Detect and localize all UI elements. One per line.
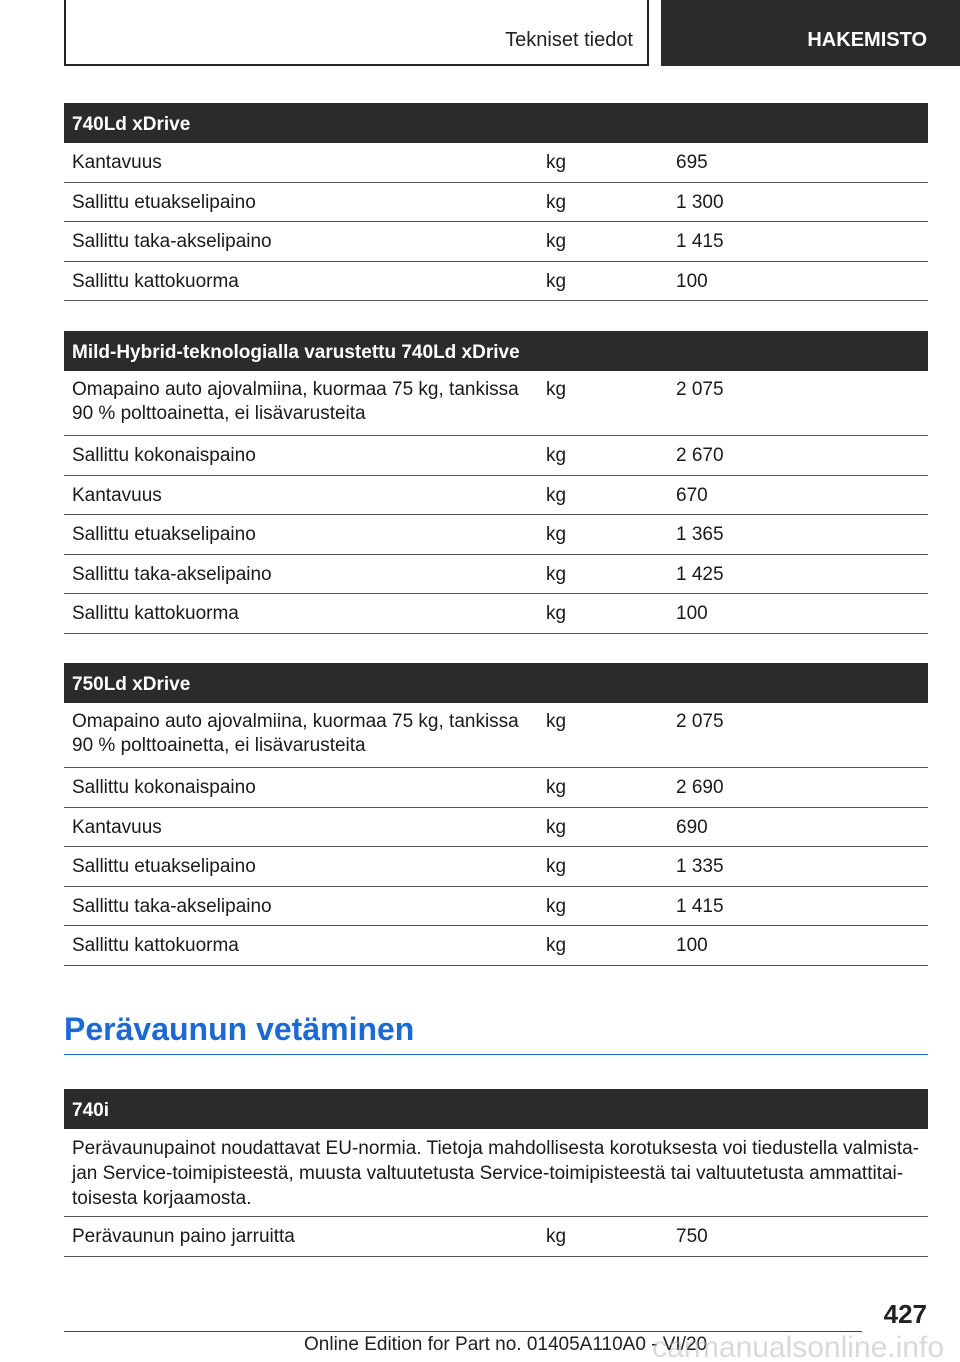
row-unit: kg	[546, 524, 567, 545]
row-unit: kg	[546, 711, 567, 732]
table-row	[64, 1217, 928, 1257]
row-label: Sallittu kattokuorma	[72, 935, 239, 956]
table-header: 750Ld xDrive	[64, 663, 928, 703]
row-label: Omapaino auto ajovalmiina, kuormaa 75 kg, tankissa 90 % polttoainetta, ei lisävarusteita	[72, 711, 519, 756]
section-title: Perävaunun vetäminen	[64, 1011, 928, 1055]
row-unit: kg	[546, 231, 567, 252]
table-row	[64, 808, 928, 848]
table-row	[64, 926, 928, 966]
row-label: Sallittu kokonaispaino	[72, 777, 256, 798]
tab-hakemisto-label: HAKEMISTO	[807, 29, 927, 51]
row-value: 1 425	[676, 563, 724, 585]
row-unit: kg	[546, 935, 567, 956]
row-unit: kg	[546, 445, 567, 466]
spec-table-750ld	[64, 663, 928, 966]
row-unit: kg	[546, 563, 567, 585]
row-unit: kg	[546, 152, 567, 173]
spec-table-mild-hybrid-740ld	[64, 331, 928, 634]
row-label: Sallittu etuakselipaino	[72, 856, 256, 877]
table-row	[64, 768, 928, 808]
table-header: Mild-Hybrid-teknologialla varustettu 740Ld xDrive	[64, 331, 928, 371]
row-value: 750	[676, 1226, 708, 1247]
page-number: 427	[883, 1299, 927, 1329]
row-label: Sallittu etuakselipaino	[72, 191, 256, 213]
table-note-row	[64, 1129, 928, 1217]
table-row	[64, 847, 928, 887]
row-label: Sallittu etuakselipaino	[72, 524, 256, 545]
row-value: 2 670	[676, 445, 724, 466]
table-row	[64, 515, 928, 555]
row-unit: kg	[546, 191, 567, 213]
row-value: 100	[676, 935, 708, 956]
row-unit: kg	[546, 379, 567, 400]
row-value: 100	[676, 270, 708, 292]
table-row	[64, 222, 928, 262]
row-label: Sallittu kokonaispaino	[72, 445, 256, 466]
table-header: 740Ld xDrive	[64, 103, 928, 143]
table-row	[64, 143, 928, 183]
row-unit: kg	[546, 816, 567, 838]
row-unit: kg	[546, 270, 567, 292]
row-label: Sallittu kattokuorma	[72, 603, 239, 624]
row-value: 695	[676, 152, 708, 173]
table-row	[64, 476, 928, 516]
table-row	[64, 436, 928, 476]
table-row	[64, 555, 928, 595]
row-value: 1 415	[676, 231, 724, 252]
row-label: Omapaino auto ajovalmiina, kuormaa 75 kg, tankissa 90 % polttoainetta, ei lisävarusteita	[72, 379, 519, 424]
row-label: Kantavuus	[72, 816, 162, 838]
row-label: Sallittu taka-akselipaino	[72, 563, 272, 585]
table-row	[64, 371, 928, 436]
row-unit: kg	[546, 777, 567, 798]
row-value: 1 415	[676, 895, 724, 917]
table-row	[64, 262, 928, 302]
row-label: Kantavuus	[72, 152, 162, 173]
footer-edition: Online Edition for Part no. 01405A110A0 - VI/20	[304, 1334, 708, 1355]
row-label: Sallittu taka-akselipaino	[72, 231, 272, 252]
tab-hakemisto[interactable]	[661, 0, 960, 66]
row-unit: kg	[546, 856, 567, 877]
row-unit: kg	[546, 1226, 567, 1247]
table-row	[64, 703, 928, 768]
row-value: 1 335	[676, 856, 724, 877]
row-value: 100	[676, 603, 708, 624]
row-value: 1 365	[676, 524, 724, 545]
spec-table-740i-trailer	[64, 1089, 928, 1257]
row-unit: kg	[546, 603, 567, 624]
row-label: Sallittu kattokuorma	[72, 270, 239, 292]
watermark: carmanualsonline.info	[652, 1331, 944, 1362]
tab-tekniset-tiedot-label: Tekniset tiedot	[505, 29, 633, 51]
row-value: 2 690	[676, 777, 724, 798]
table-note: Perävaunupainot noudattavat EU-normia. Tietoja mahdollisesta korotuksesta voi tiedustella valmista-jan Service-toimipisteestä, muusta valtuutetusta Service-toimipisteestä tai valtuutetusta ammattitai-toisesta korjaamosta.	[72, 1138, 920, 1209]
row-value: 1 300	[676, 191, 724, 213]
row-unit: kg	[546, 484, 567, 506]
table-row	[64, 594, 928, 634]
row-label: Sallittu taka-akselipaino	[72, 895, 272, 917]
row-value: 2 075	[676, 379, 724, 400]
spec-table-740ld	[64, 103, 928, 301]
row-label: Kantavuus	[72, 484, 162, 506]
row-value: 670	[676, 484, 708, 506]
row-label: Perävaunun paino jarruitta	[72, 1226, 295, 1247]
table-row	[64, 183, 928, 223]
tab-tekniset-tiedot[interactable]	[64, 0, 649, 66]
row-unit: kg	[546, 895, 567, 917]
table-row	[64, 887, 928, 927]
row-value: 690	[676, 816, 708, 838]
table-header: 740i	[64, 1089, 928, 1129]
row-value: 2 075	[676, 711, 724, 732]
